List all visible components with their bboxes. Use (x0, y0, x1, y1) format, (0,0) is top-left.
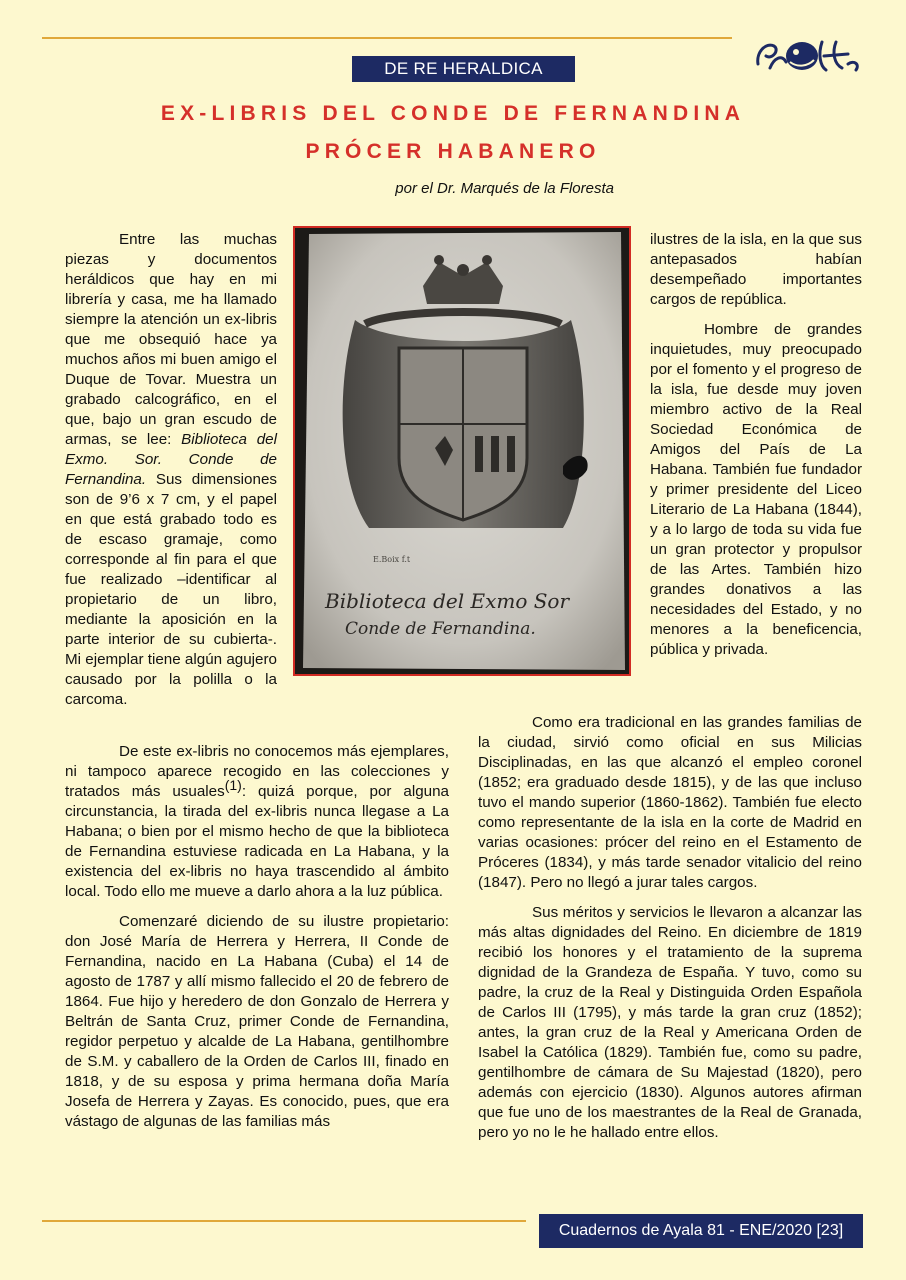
page-footer: Cuadernos de Ayala 81 - ENE/2020 [23] (539, 1214, 863, 1248)
paragraph: Hombre de grandes inquietudes, muy preocupado por el fomento y el progreso de la isla, fue desde muy joven miembro activo de la Real Sociedad Económica de Amigos del País de La Habana. También fue fundador y primer presidente del Liceo Literario de La Habana (1844), y a lo largo de toda su vida fue un gran protector y propulsor de las Artes. También hizo grandes donativos a las necesidades del Estado, y no menores a la beneficencia, pública y privada. (650, 321, 862, 658)
top-rule (42, 37, 732, 39)
byline: por el Dr. Marqués de la Floresta (395, 180, 614, 197)
paragraph: Entre las muchas piezas y documentos heráldicos que hay en mi librería y casa, me ha llamado siempre la atención un ex-libris que me obsequió hace ya muchos años mi buen amigo el Duque de Tovar. Muestra un grabado calcográfico, en el que, bajo un gran escudo de armas, se lee: Biblioteca del Exmo. Sor. Conde de Fernandina. Sus dimensiones son de 9’6 x 7 cm, y el papel en que está grabado todo es de escaso gramaje, como corresponde al fin para el que fue realizado –identificar al propietario de un libro, mediante la aposición en la parte interior de su cubierta-. Mi ejemplar tiene algún agujero causado por la polilla o la carcoma. (65, 231, 277, 708)
inscription-line-1: Biblioteca del Exmo Sor (325, 589, 570, 613)
article-subtitle: PRÓCER HABANERO (305, 140, 601, 163)
article-title: EX-LIBRIS DEL CONDE DE FERNANDINA (160, 102, 746, 125)
paragraph: Comenzaré diciendo de su ilustre propietario: don José María de Herrera y Herrera, II Conde de Fernandina, nacido en La Habana (Cuba) el 14 de agosto de 1787 y allí mismo fallecido el 20 de febrero de 1864. Fue hijo y heredero de don Gonzalo de Herrera y Beltrán de Santa Cruz, primer Conde de Fernandina, regidor perpetuo y alcalde de La Habana, gentilhombre de S.M. y caballero de la Orden de Carlos III, finado en 1818, y de su esposa y prima hermana doña María Josefa de Herrera y Zayas. Es conocido, pues, que era vástago de algunas de las familias más (65, 913, 449, 1130)
footnote-reference[interactable]: (1) (224, 777, 242, 793)
ex-libris-engraving (295, 228, 629, 674)
ayala-logo-icon (752, 34, 864, 76)
column-right-top (650, 230, 862, 660)
column-right-bottom (478, 713, 862, 1143)
bottom-rule (42, 1220, 526, 1222)
ex-libris-image (293, 226, 631, 676)
italic-quote: Biblioteca del Exmo. Sor. Conde de Fernandina. (65, 431, 277, 488)
column-left-bottom (65, 742, 449, 1132)
engraver-signature: E.Boix f.t (373, 555, 411, 564)
paragraph: ilustres de la isla, en la que sus antepasados habían desempeñado importantes cargos de república. (650, 231, 862, 308)
paragraph: Como era tradicional en las grandes familias de la ciudad, sirvió como oficial en sus Milicias Disciplinadas, en las que alcanzó el empleo coronel (1852; era graduado desde 1815), y de las que incluso tuvo el mando superior (1860-1862). También fue electo como representante de la isla en la corte de Madrid en varias ocasiones: prócer del reino en el Estamento de Próceres (1834), y más tarde senador vitalicio del reino (1847). Pero no llegó a jurar tales cargos. (478, 714, 862, 891)
paragraph: De este ex-libris no conocemos más ejemplares, ni tampoco aparece recogido en las colecciones y tratados más usuales$^{(1)}$: quizá porque, por alguna circunstancia, la tirada del ex-libris nunca llegase a La Habana; o bien por el mismo hecho de que la biblioteca de Fernandina estuviese radicada en La Habana, y la existencia del ex-libris no haya trascendido al ámbito local. Todo ello me mueve a darlo ahora a la luz pública. (65, 743, 449, 900)
paragraph: Sus méritos y servicios le llevaron a alcanzar las más altas dignidades del Reino. En diciembre de 1819 recibió los honores y el tratamiento de la suprema dignidad de la Grandeza de España. Y tuvo, como su padre, la cruz de la Real y Distinguida Orden Española de Carlos III (1795), y más tarde la gran cruz (1852); antes, la gran cruz de la Real y Americana Orden de Isabel la Católica (1829). También fue, como su padre, gentilhombre de cámara de Su Majestad (1820), pero además con ejercicio (1830). Algunos autores afirman que fue uno de los maestrantes de la Real de Granada, pero yo no le he hallado entre ellos. (478, 904, 862, 1141)
inscription-line-2: Conde de Fernandina. (345, 619, 536, 639)
column-left-top (65, 230, 277, 710)
section-tag: DE RE HERALDICA (352, 56, 575, 82)
